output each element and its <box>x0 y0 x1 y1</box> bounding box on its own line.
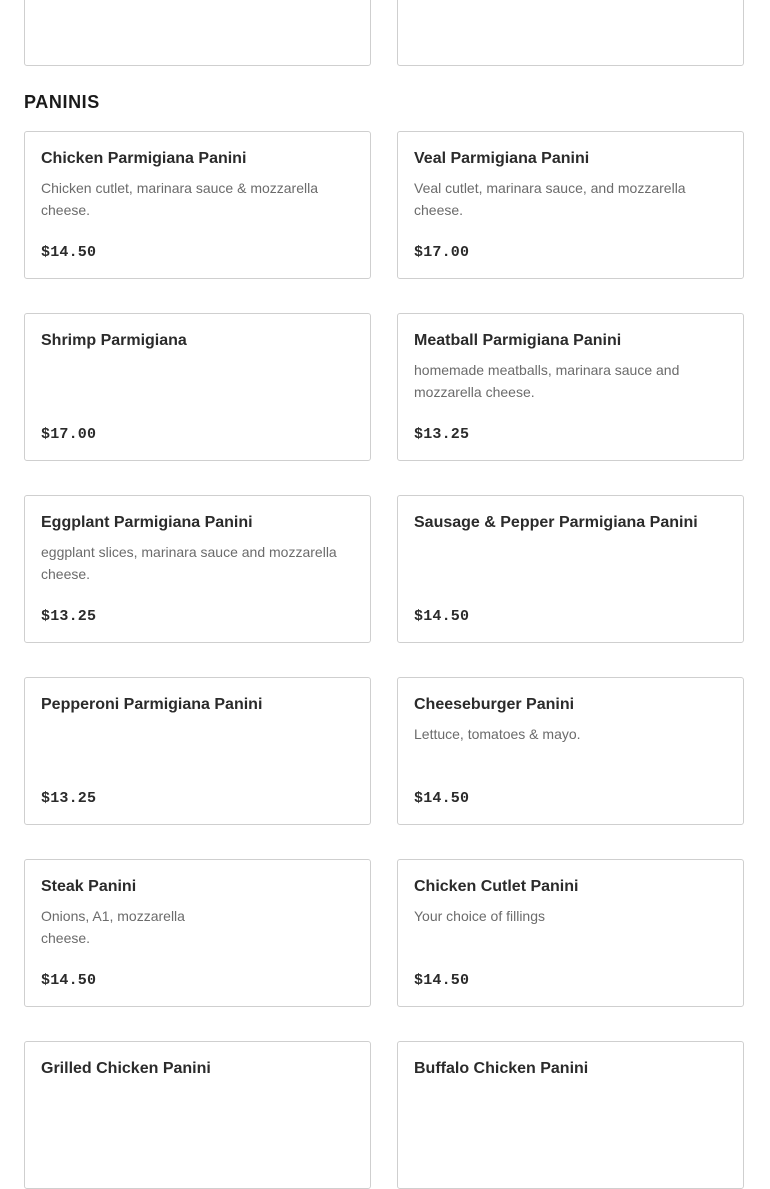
menu-item-description: Lettuce, tomatoes & mayo. <box>414 726 581 742</box>
menu-item-description: Chicken cutlet, marinara sauce & mozzarella cheese. <box>41 180 319 218</box>
menu-item-price: $17.00 <box>41 426 97 443</box>
menu-item-name: Chicken Parmigiana Panini <box>41 150 247 167</box>
menu-item-description: eggplant slices, marinara sauce and mozzarella cheese. <box>41 544 337 582</box>
menu-item-price: $13.25 <box>41 608 97 625</box>
menu-item-name: Veal Parmigiana Panini <box>414 150 590 167</box>
menu-item-name: Eggplant Parmigiana Panini <box>41 514 253 531</box>
menu-item-card[interactable] <box>24 677 371 825</box>
menu-item-price: $13.25 <box>414 426 470 443</box>
menu-item-card[interactable] <box>24 0 371 66</box>
menu-item-price: $14.50 <box>414 972 470 989</box>
menu-item-price: $13.25 <box>41 790 97 807</box>
menu-item-card[interactable] <box>24 495 371 643</box>
menu-item-price: $14.50 <box>41 244 97 261</box>
menu-item-name: Sausage & Pepper Parmigiana Panini <box>414 514 698 531</box>
menu-item-description: Veal cutlet, marinara sauce, and mozzarella cheese. <box>414 180 686 218</box>
menu-item-card[interactable] <box>397 1041 744 1189</box>
menu-item-card[interactable] <box>397 131 744 279</box>
menu-item-price: $17.00 <box>414 244 470 261</box>
menu-item-name: Meatball Parmigiana Panini <box>414 332 622 349</box>
menu-item-price: $14.50 <box>414 790 470 807</box>
menu-item-card[interactable] <box>397 859 744 1007</box>
menu-item-description: Onions, A1, mozzarella cheese. <box>41 908 185 946</box>
menu-item-card[interactable] <box>24 859 371 1007</box>
menu-item-name: Grilled Chicken Panini <box>41 1060 211 1077</box>
menu-item-card[interactable] <box>397 677 744 825</box>
section-title: PANINIS <box>24 92 100 112</box>
menu-item-card[interactable] <box>24 131 371 279</box>
menu-item-name: Cheeseburger Panini <box>414 696 575 713</box>
menu-item-name: Shrimp Parmigiana <box>41 332 187 349</box>
menu-item-card[interactable] <box>397 0 744 66</box>
menu-item-description: homemade meatballs, marinara sauce and mozzarella cheese. <box>414 362 680 400</box>
menu-item-price: $14.50 <box>41 972 97 989</box>
menu-item-name: Steak Panini <box>41 878 137 895</box>
menu-item-card[interactable] <box>397 495 744 643</box>
menu-item-card[interactable] <box>24 1041 371 1189</box>
menu-item-price: $14.50 <box>414 608 470 625</box>
menu-item-name: Pepperoni Parmigiana Panini <box>41 696 263 713</box>
menu-item-name: Buffalo Chicken Panini <box>414 1060 589 1077</box>
menu-item-card[interactable] <box>24 313 371 461</box>
menu-item-description: Your choice of fillings <box>414 908 546 924</box>
menu-item-card[interactable] <box>397 313 744 461</box>
menu-item-name: Chicken Cutlet Panini <box>414 878 579 895</box>
